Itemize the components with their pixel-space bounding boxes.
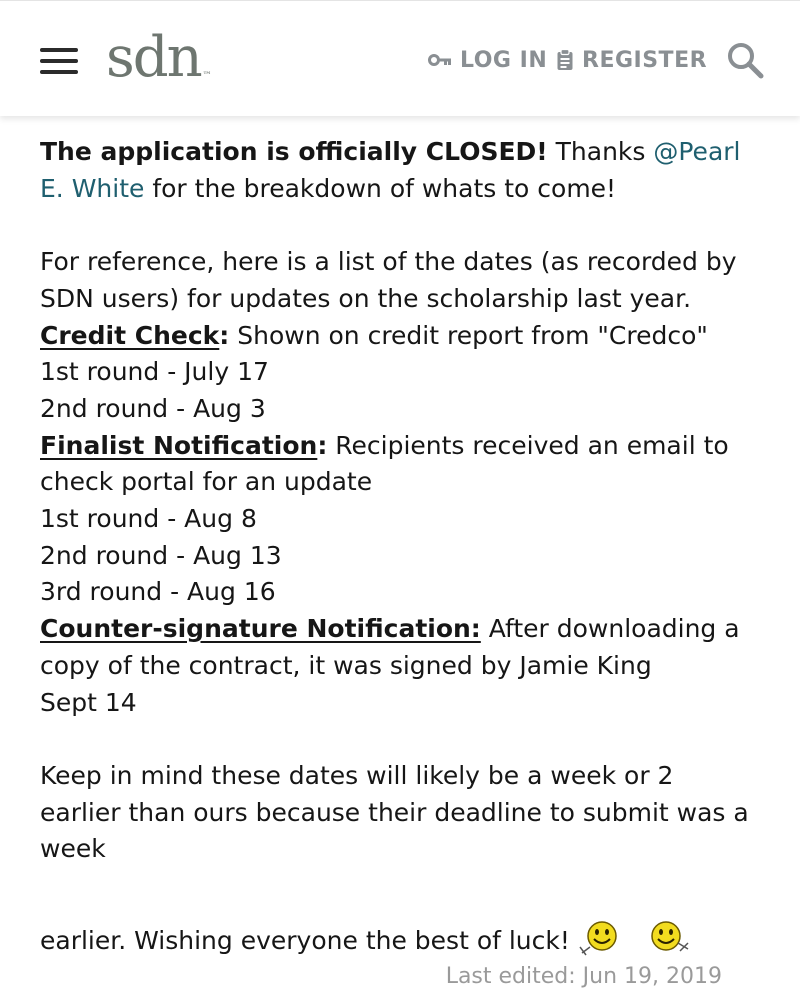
menu-icon[interactable] (40, 48, 78, 74)
finalist-line (40, 428, 760, 501)
round-line: 2nd round - Aug 13 (40, 540, 282, 570)
intro-rest-text: for the breakdown of whats to come! (144, 173, 617, 203)
post-body (40, 134, 760, 961)
user-mention-link[interactable]: @Pearl E. White (40, 137, 741, 203)
finalist-text: Recipients received an email to check portal for an update (40, 430, 729, 497)
thanks-text: Thanks (547, 137, 654, 166)
finalist-colon: : (317, 430, 328, 460)
login-link[interactable] (428, 45, 547, 75)
site-header (0, 0, 800, 116)
credit-check-line (40, 318, 760, 355)
round-line: 1st round - July 17 (40, 357, 269, 387)
logo-text: sdn (106, 25, 201, 90)
reference-paragraph: For reference, here is a list of the dates (as recorded by SDN users) for updates on the scholarship last year. (40, 247, 737, 313)
credit-check-heading: Credit Check (40, 320, 220, 350)
login-label: LOG IN (460, 47, 548, 73)
smiley-emoji-icon (578, 919, 622, 957)
countersign-date: Sept 14 (40, 687, 137, 717)
key-icon (428, 53, 452, 67)
closing-wishes-text: earlier. Wishing everyone the best of luck! (40, 926, 570, 956)
register-link[interactable] (556, 45, 707, 75)
round-line: 3rd round - Aug 16 (40, 577, 276, 607)
countersign-heading: Counter-signature Notification: (40, 614, 481, 644)
closing-wishes (40, 923, 760, 961)
credit-check-text: Shown on credit report from "Credco" (229, 320, 708, 350)
register-label: REGISTER (582, 47, 708, 73)
intro-paragraph (40, 134, 760, 207)
last-edited-timestamp: Last edited: Jun 19, 2019 (445, 964, 722, 989)
closed-announcement: The application is officially CLOSED! (40, 137, 548, 166)
countersign-line (40, 611, 760, 684)
countersign-text: After downloading a copy of the contract, it was signed by Jamie King (40, 614, 740, 680)
finalist-heading: Finalist Notification (40, 430, 318, 460)
logo-trademark: ™ (202, 71, 212, 81)
closing-paragraph: Keep in mind these dates will likely be a week or 2 earlier than ours because their deadline to submit was a week (40, 760, 749, 864)
round-line: 2nd round - Aug 3 (40, 393, 266, 423)
credit-check-colon: : (219, 320, 230, 350)
clipboard-icon (556, 49, 574, 71)
site-logo[interactable] (106, 23, 210, 93)
round-line: 1st round - Aug 8 (40, 504, 257, 534)
smiley-emoji-icon (646, 919, 690, 957)
search-icon[interactable] (724, 39, 766, 81)
